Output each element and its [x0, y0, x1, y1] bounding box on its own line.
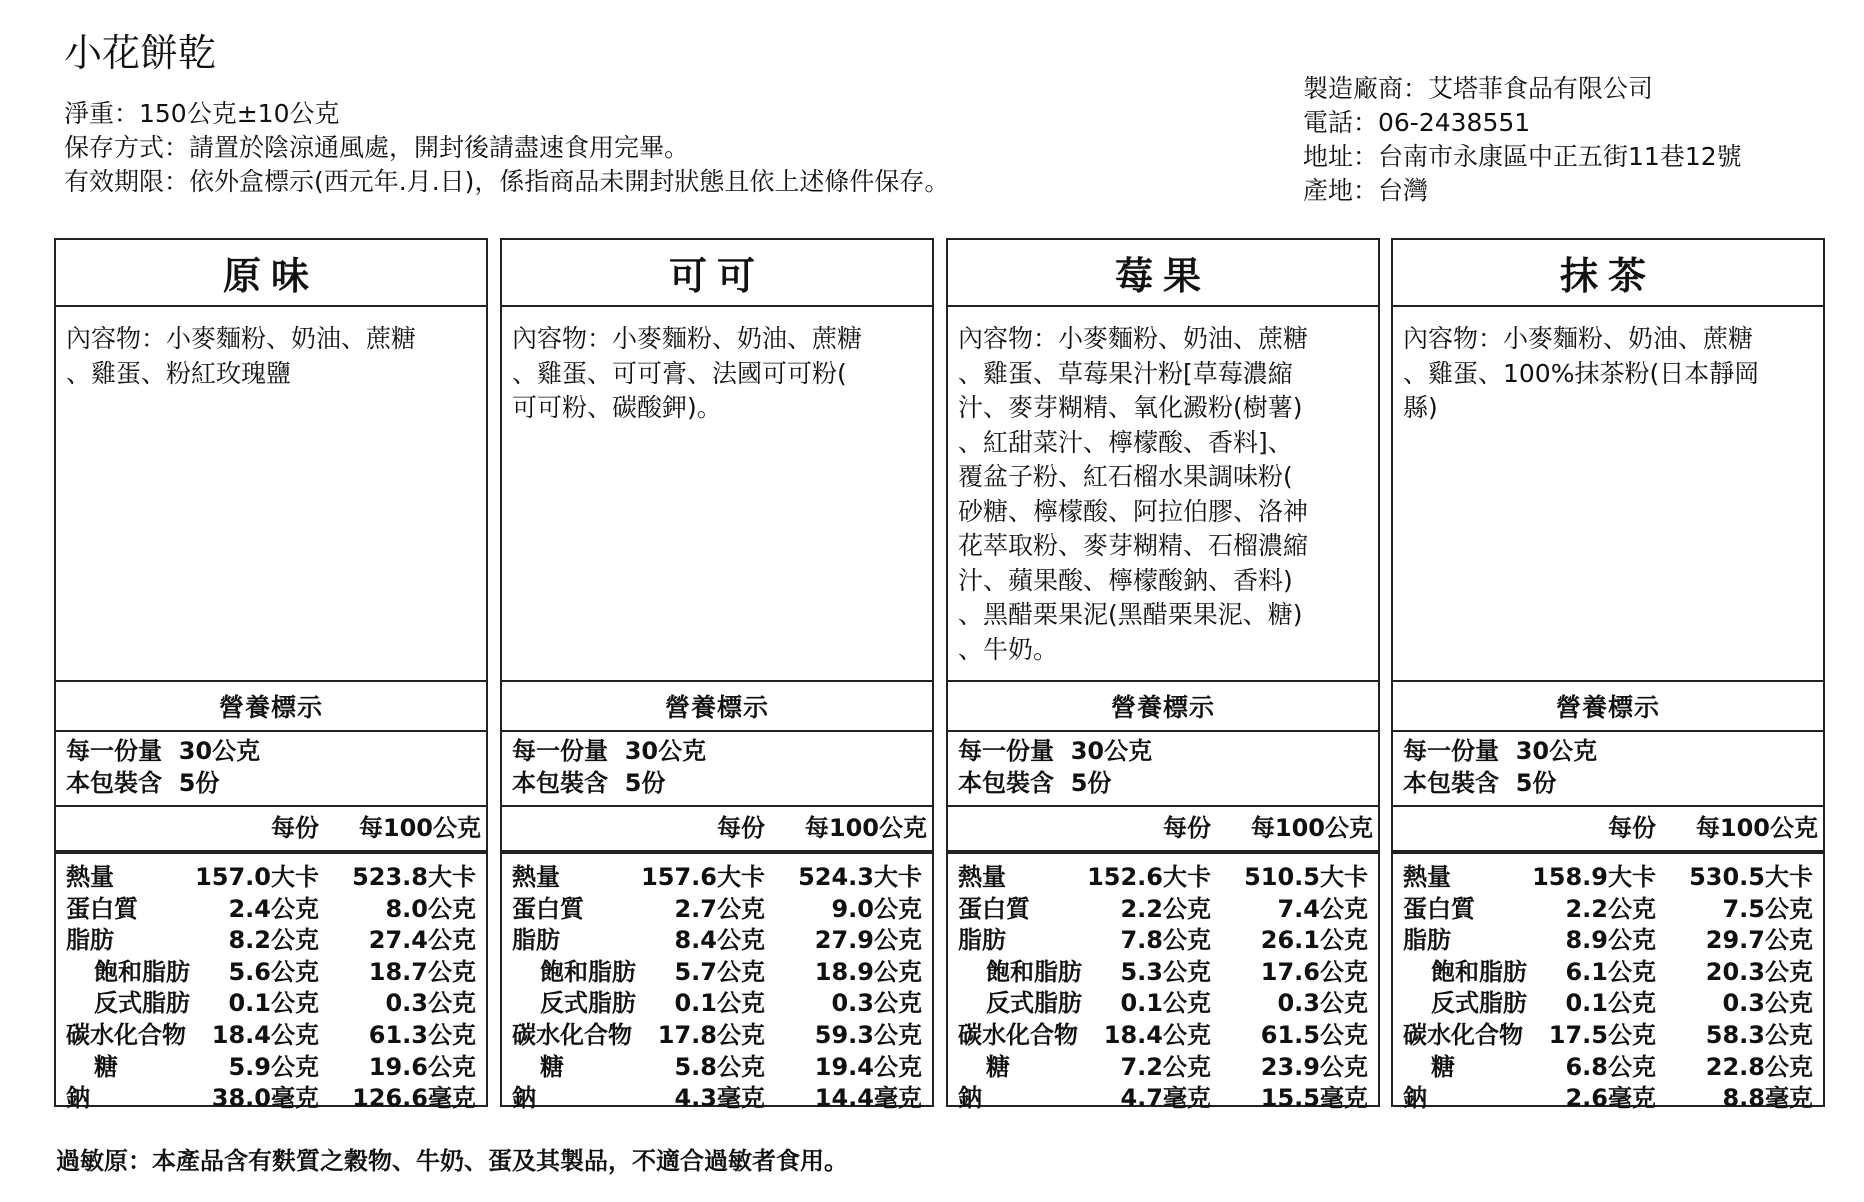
- per-serving-value: 152.6大卡: [1087, 863, 1211, 891]
- per-serving-value: 7.8公克: [1120, 926, 1211, 955]
- nutrition-row-carbohydrate: [56, 1020, 486, 1052]
- nutrition-title: 營養標示: [502, 680, 932, 732]
- flavor-column: [1391, 238, 1825, 1113]
- nutrient-label: 飽和脂肪: [94, 957, 190, 986]
- per-serving-value: 4.3毫克: [674, 1084, 765, 1113]
- nutrient-label: 熱量: [512, 863, 560, 891]
- per-serving-value: 5.3公克: [1120, 957, 1211, 986]
- divider: [56, 805, 486, 807]
- per-100g-value: 7.4公克: [1277, 894, 1368, 923]
- ingredients: [1403, 322, 1815, 426]
- per-100g-value: 0.3公克: [831, 989, 922, 1018]
- nutrition-table: [1393, 862, 1823, 1115]
- servings-per-package: 本包裝含 5份: [66, 769, 220, 797]
- nutrient-label: 脂肪: [958, 926, 1006, 955]
- per-serving-value: 8.4公克: [674, 926, 765, 955]
- per-serving-value: 5.6公克: [228, 957, 319, 986]
- nutrition-row-saturated-fat: [56, 957, 486, 989]
- serving-size: 每一份量 30公克: [1403, 737, 1598, 765]
- per-100g-header: 每100公克: [1250, 814, 1373, 842]
- manufacturer: 製造廠商：艾塔菲食品有限公司: [1303, 74, 1654, 103]
- nutrition-column-headers: [56, 809, 481, 847]
- per-100g-value: 15.5毫克: [1260, 1084, 1368, 1113]
- nutrition-title: 營養標示: [948, 680, 1378, 732]
- nutrition-row-saturated-fat: [502, 957, 932, 989]
- per-100g-value: 0.3公克: [1722, 989, 1813, 1018]
- nutrition-row-saturated-fat: [1393, 957, 1823, 989]
- thick-divider: [502, 850, 932, 854]
- nutrient-label: 碳水化合物: [512, 1020, 632, 1049]
- per-serving-value: 18.4公克: [211, 1020, 319, 1049]
- thick-divider: [1393, 850, 1823, 854]
- nutrient-label: 糖: [1431, 1052, 1455, 1081]
- ingredients: [512, 322, 924, 426]
- flavor-column: [500, 238, 934, 1113]
- per-serving-value: 18.4公克: [1103, 1020, 1211, 1049]
- nutrient-label: 碳水化合物: [66, 1020, 186, 1049]
- nutrient-label: 鈉: [958, 1084, 982, 1113]
- nutrition-row-carbohydrate: [502, 1020, 932, 1052]
- nutrient-label: 糖: [94, 1052, 118, 1081]
- per-100g-value: 20.3公克: [1705, 957, 1813, 986]
- nutrition-row-protein: [1393, 894, 1823, 926]
- per-100g-value: 27.4公克: [368, 926, 476, 955]
- divider: [1393, 805, 1823, 807]
- address: 地址：台南市永康區中正五街11巷12號: [1303, 142, 1742, 171]
- ingredients-line: 、牛奶。: [958, 634, 1059, 664]
- nutrient-label: 反式脂肪: [1431, 989, 1527, 1018]
- nutrition-row-carbohydrate: [1393, 1020, 1823, 1052]
- per-serving-value: 2.6毫克: [1565, 1084, 1656, 1113]
- divider: [502, 805, 932, 807]
- ingredients-line: 內容物：小麥麵粉、奶油、蔗糖: [66, 324, 417, 353]
- per-100g-value: 14.4毫克: [814, 1084, 922, 1113]
- per-serving-value: 0.1公克: [674, 989, 765, 1018]
- nutrient-label: 反式脂肪: [540, 989, 636, 1018]
- serving-info: [512, 735, 706, 799]
- ingredients-line: 砂糖、檸檬酸、阿拉伯膠、洛神: [958, 496, 1309, 526]
- per-serving-value: 157.0大卡: [195, 863, 319, 891]
- nutrient-label: 熱量: [1403, 863, 1451, 891]
- per-100g-value: 510.5大卡: [1244, 863, 1368, 891]
- per-100g-value: 126.6毫克: [352, 1084, 476, 1113]
- per-100g-value: 58.3公克: [1705, 1020, 1813, 1049]
- nutrition-row-calories: [948, 862, 1378, 894]
- serving-size: 每一份量 30公克: [66, 737, 261, 765]
- nutrition-row-trans-fat: [1393, 988, 1823, 1020]
- nutrient-label: 碳水化合物: [1403, 1020, 1523, 1049]
- product-info: [64, 97, 949, 199]
- per-serving-value: 2.4公克: [228, 894, 319, 923]
- per-100g-value: 61.5公克: [1260, 1020, 1368, 1049]
- nutrition-table: [948, 862, 1378, 1115]
- per-serving-value: 0.1公克: [1565, 989, 1656, 1018]
- nutrient-label: 飽和脂肪: [1431, 957, 1527, 986]
- nutrient-label: 飽和脂肪: [540, 957, 636, 986]
- per-100g-value: 29.7公克: [1705, 926, 1813, 955]
- per-100g-value: 19.4公克: [814, 1052, 922, 1081]
- nutrition-column-headers: [502, 809, 927, 847]
- nutrition-row-sodium: [56, 1083, 486, 1115]
- divider: [948, 805, 1378, 807]
- per-serving-value: 8.9公克: [1565, 926, 1656, 955]
- ingredients-line: 、雞蛋、可可膏、法國可可粉(: [512, 358, 847, 388]
- nutrition-row-carbohydrate: [948, 1020, 1378, 1052]
- per-serving-value: 17.8公克: [657, 1020, 765, 1049]
- nutrition-table: [502, 862, 932, 1115]
- nutrition-row-sugar: [56, 1052, 486, 1084]
- serving-info: [66, 735, 260, 799]
- nutrient-label: 鈉: [512, 1084, 536, 1113]
- nutrition-title: 營養標示: [56, 680, 486, 732]
- nutrition-row-sugar: [1393, 1052, 1823, 1084]
- ingredients-line: 縣): [1403, 393, 1438, 422]
- flavor-column: [54, 238, 488, 1113]
- per-serving-value: 8.2公克: [228, 926, 319, 955]
- nutrition-column-headers: [948, 809, 1373, 847]
- per-serving-value: 158.9大卡: [1532, 863, 1656, 891]
- product-title: 小花餅乾: [64, 31, 217, 75]
- flavor-name: 原味: [56, 240, 486, 307]
- nutrition-row-protein: [502, 894, 932, 926]
- ingredients-line: 、黑醋栗果泥(黑醋栗果泥、糖): [958, 600, 1303, 629]
- flavor-name: 抹茶: [1393, 240, 1823, 307]
- per-100g-value: 9.0公克: [831, 894, 922, 923]
- per-serving-value: 0.1公克: [1120, 989, 1211, 1018]
- phone: 電話：06-2438551: [1303, 108, 1531, 137]
- ingredients-line: 覆盆子粉、紅石榴水果調味粉(: [958, 462, 1293, 491]
- nutrition-row-sodium: [502, 1083, 932, 1115]
- nutrient-label: 反式脂肪: [986, 989, 1082, 1018]
- per-100g-value: 61.3公克: [368, 1020, 476, 1049]
- per-100g-value: 8.8毫克: [1722, 1084, 1813, 1113]
- ingredients-line: 、紅甜菜汁、檸檬酸、香料]、: [958, 427, 1293, 457]
- serving-info: [958, 735, 1152, 799]
- nutrient-label: 脂肪: [66, 926, 114, 955]
- nutrition-row-fat: [56, 925, 486, 957]
- nutrition-title: 營養標示: [1393, 680, 1823, 732]
- per-serving-header: 每份: [1163, 814, 1211, 842]
- per-serving-value: 4.7毫克: [1120, 1084, 1211, 1113]
- per-100g-header: 每100公克: [358, 814, 481, 842]
- per-100g-header: 每100公克: [1695, 814, 1818, 842]
- nutrient-label: 碳水化合物: [958, 1020, 1078, 1049]
- per-serving-value: 2.7公克: [674, 894, 765, 923]
- per-100g-value: 8.0公克: [385, 894, 476, 923]
- nutrient-label: 鈉: [66, 1084, 90, 1113]
- nutrition-row-trans-fat: [502, 988, 932, 1020]
- servings-per-package: 本包裝含 5份: [1403, 769, 1557, 797]
- per-100g-value: 524.3大卡: [798, 863, 922, 891]
- manufacturer-info: [1303, 72, 1742, 208]
- serving-size: 每一份量 30公克: [512, 737, 707, 765]
- flavor-name: 可可: [502, 240, 932, 307]
- per-100g-value: 27.9公克: [814, 926, 922, 955]
- nutrient-label: 熱量: [66, 863, 114, 891]
- nutrient-label: 熱量: [958, 863, 1006, 891]
- nutrition-row-fat: [1393, 925, 1823, 957]
- nutrition-row-sugar: [502, 1052, 932, 1084]
- origin: 產地：台灣: [1303, 176, 1429, 205]
- nutrition-row-fat: [502, 925, 932, 957]
- per-serving-value: 17.5公克: [1548, 1020, 1656, 1049]
- nutrition-row-calories: [502, 862, 932, 894]
- thick-divider: [56, 850, 486, 854]
- per-100g-value: 59.3公克: [814, 1020, 922, 1049]
- per-serving-value: 157.6大卡: [641, 863, 765, 891]
- nutrient-label: 蛋白質: [1403, 894, 1475, 923]
- serving-info: [1403, 735, 1597, 799]
- per-serving-value: 38.0毫克: [211, 1084, 319, 1113]
- nutrient-label: 蛋白質: [512, 894, 584, 923]
- flavor-column: [946, 238, 1380, 1113]
- per-serving-value: 7.2公克: [1120, 1052, 1211, 1081]
- per-100g-header: 每100公克: [804, 814, 927, 842]
- flavor-name: 莓果: [948, 240, 1378, 307]
- per-serving-value: 6.1公克: [1565, 957, 1656, 986]
- per-serving-value: 2.2公克: [1120, 894, 1211, 923]
- ingredients: [958, 322, 1370, 667]
- nutrient-label: 飽和脂肪: [986, 957, 1082, 986]
- per-100g-value: 17.6公克: [1260, 957, 1368, 986]
- nutrition-row-calories: [56, 862, 486, 894]
- per-100g-value: 19.6公克: [368, 1052, 476, 1081]
- nutrition-row-protein: [948, 894, 1378, 926]
- per-serving-value: 5.9公克: [228, 1052, 319, 1081]
- expiry-info: 有效期限：依外盒標示(西元年.月.日)，係指商品未開封狀態且依上述條件保存。: [64, 167, 950, 196]
- nutrient-label: 鈉: [1403, 1084, 1427, 1113]
- nutrient-label: 蛋白質: [958, 894, 1030, 923]
- allergen-notice: 過敏原：本產品含有麩質之穀物、牛奶、蛋及其製品，不適合過敏者食用。: [56, 1147, 848, 1175]
- servings-per-package: 本包裝含 5份: [958, 769, 1112, 797]
- serving-size: 每一份量 30公克: [958, 737, 1153, 765]
- ingredients-line: 內容物：小麥麵粉、奶油、蔗糖: [512, 324, 863, 353]
- nutrition-row-calories: [1393, 862, 1823, 894]
- nutrition-row-trans-fat: [56, 988, 486, 1020]
- per-100g-value: 0.3公克: [385, 989, 476, 1018]
- nutrient-label: 反式脂肪: [94, 989, 190, 1018]
- per-serving-value: 0.1公克: [228, 989, 319, 1018]
- nutrition-row-saturated-fat: [948, 957, 1378, 989]
- nutrient-label: 脂肪: [512, 926, 560, 955]
- per-serving-header: 每份: [271, 814, 319, 842]
- storage-method: 保存方式：請置於陰涼通風處，開封後請盡速食用完畢。: [64, 133, 690, 162]
- per-100g-value: 23.9公克: [1260, 1052, 1368, 1081]
- per-100g-value: 18.7公克: [368, 957, 476, 986]
- per-100g-value: 26.1公克: [1260, 926, 1368, 955]
- per-serving-value: 2.2公克: [1565, 894, 1656, 923]
- per-serving-value: 5.8公克: [674, 1052, 765, 1081]
- ingredients-line: 內容物：小麥麵粉、奶油、蔗糖: [958, 324, 1309, 353]
- ingredients-line: 、雞蛋、草莓果汁粉[草莓濃縮: [958, 358, 1293, 388]
- ingredients: [66, 322, 478, 391]
- thick-divider: [948, 850, 1378, 854]
- nutrition-row-sodium: [1393, 1083, 1823, 1115]
- nutrient-label: 糖: [986, 1052, 1010, 1081]
- ingredients-line: 花萃取粉、麥芽糊精、石榴濃縮: [958, 531, 1309, 560]
- nutrition-table: [56, 862, 486, 1115]
- ingredients-line: 、雞蛋、100%抹茶粉(日本靜岡: [1403, 358, 1760, 388]
- nutrition-row-protein: [56, 894, 486, 926]
- ingredients-line: 汁、麥芽糊精、氧化澱粉(樹薯): [958, 393, 1303, 422]
- ingredients-line: 內容物：小麥麵粉、奶油、蔗糖: [1403, 324, 1754, 353]
- per-100g-value: 7.5公克: [1722, 894, 1813, 923]
- per-serving-header: 每份: [1608, 814, 1656, 842]
- nutrition-row-trans-fat: [948, 988, 1378, 1020]
- per-serving-header: 每份: [717, 814, 765, 842]
- nutrition-row-sugar: [948, 1052, 1378, 1084]
- per-serving-value: 5.7公克: [674, 957, 765, 986]
- per-100g-value: 0.3公克: [1277, 989, 1368, 1018]
- nutrient-label: 脂肪: [1403, 926, 1451, 955]
- ingredients-line: 可可粉、碳酸鉀)。: [512, 393, 722, 422]
- net-weight: 淨重：150公克±10公克: [64, 99, 340, 128]
- servings-per-package: 本包裝含 5份: [512, 769, 666, 797]
- nutrition-row-fat: [948, 925, 1378, 957]
- nutrition-column-headers: [1393, 809, 1818, 847]
- per-100g-value: 18.9公克: [814, 957, 922, 986]
- nutrition-row-sodium: [948, 1083, 1378, 1115]
- per-100g-value: 22.8公克: [1705, 1052, 1813, 1081]
- per-serving-value: 6.8公克: [1565, 1052, 1656, 1081]
- ingredients-line: 、雞蛋、粉紅玫瑰鹽: [66, 358, 292, 388]
- nutrient-label: 糖: [540, 1052, 564, 1081]
- per-100g-value: 530.5大卡: [1689, 863, 1813, 891]
- nutrient-label: 蛋白質: [66, 894, 138, 923]
- per-100g-value: 523.8大卡: [352, 863, 476, 891]
- ingredients-line: 汁、蘋果酸、檸檬酸鈉、香料): [958, 565, 1293, 595]
